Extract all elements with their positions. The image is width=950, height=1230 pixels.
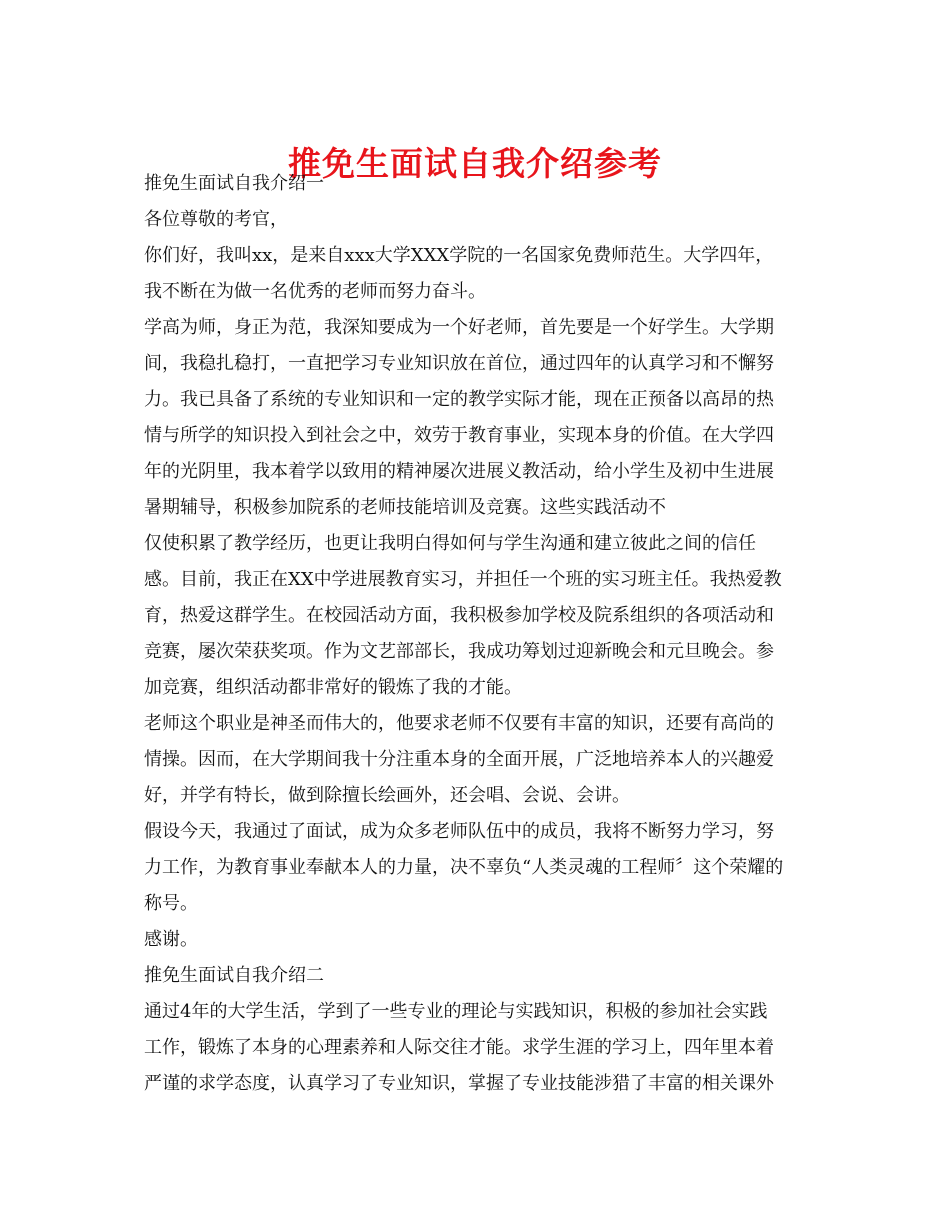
text-line: 好，并学有特长，做到除擅长绘画外，还会唱、会说、会讲。 [144,785,630,806]
text-line: 感。目前，我正在XX中学进展教育实习，并担任一个班的实习班主任。我热爱教 [144,569,782,590]
text-line: 假设今天，我通过了面试，成为众多老师队伍中的成员，我将不断努力学习，努 [144,821,774,842]
text-line: 间，我稳扎稳打，一直把学习专业知识放在首位，通过四年的认真学习和不懈努 [144,353,774,374]
text-line: 称号。 [144,893,198,914]
text-line: 通过4年的大学生活，学到了一些专业的理论与实践知识，积极的参加社会实践 [144,1001,768,1022]
text-line: 我不断在为做一名优秀的老师而努力奋斗。 [144,281,486,302]
text-line: 情与所学的知识投入到社会之中，效劳于教育事业，实现本身的价值。在大学四 [144,425,774,446]
text-line: 加竞赛，组织活动都非常好的锻炼了我的才能。 [144,677,522,698]
text-line: 仅使积累了教学经历，也更让我明白得如何与学生沟通和建立彼此之间的信任 [144,533,756,554]
text-line: 力。我已具备了系统的专业知识和一定的教学实际才能，现在正预备以高昂的热 [144,389,774,410]
text-line: 情操。因而，在大学期间我十分注重本身的全面开展，广泛地培养本人的兴趣爱 [144,749,774,770]
text-line: 你们好，我叫xx，是来自xxx大学XXX学院的一名国家免费师范生。大学四年， [144,245,774,266]
text-line: 老师这个职业是神圣而伟大的，他要求老师不仅要有丰富的知识，还要有高尚的 [144,713,774,734]
document-body [144,166,809,1102]
text-line: 感谢。 [144,929,198,950]
text-line: 工作，锻炼了本身的心理素养和人际交往才能。求学生涯的学习上，四年里本着 [144,1037,774,1058]
text-line: 严谨的求学态度，认真学习了专业知识，掌握了专业技能涉猎了丰富的相关课外 [144,1073,774,1094]
text-line: 暑期辅导，积极参加院系的老师技能培训及竞赛。这些实践活动不 [144,497,666,518]
text-line: 年的光阴里，我本着学以致用的精神屡次进展义教活动，给小学生及初中生进展 [144,461,774,482]
text-line: 推免生面试自我介绍一 [144,173,324,194]
text-line: 力工作，为教育事业奉献本人的力量，决不辜负“人类灵魂的工程师〞这个荣耀的 [144,857,784,878]
document-title: 推免生面试自我介绍参考 [288,144,662,184]
text-line: 推免生面试自我介绍二 [144,965,324,986]
text-line: 育，热爱这群学生。在校园活动方面，我积极参加学校及院系组织的各项活动和 [144,605,774,626]
text-line: 各位尊敬的考官， [144,209,288,230]
text-line: 学高为师，身正为范，我深知要成为一个好老师，首先要是一个好学生。大学期 [144,317,774,338]
text-line: 竞赛，屡次荣获奖项。作为文艺部部长，我成功筹划过迎新晚会和元旦晚会。参 [144,641,774,662]
